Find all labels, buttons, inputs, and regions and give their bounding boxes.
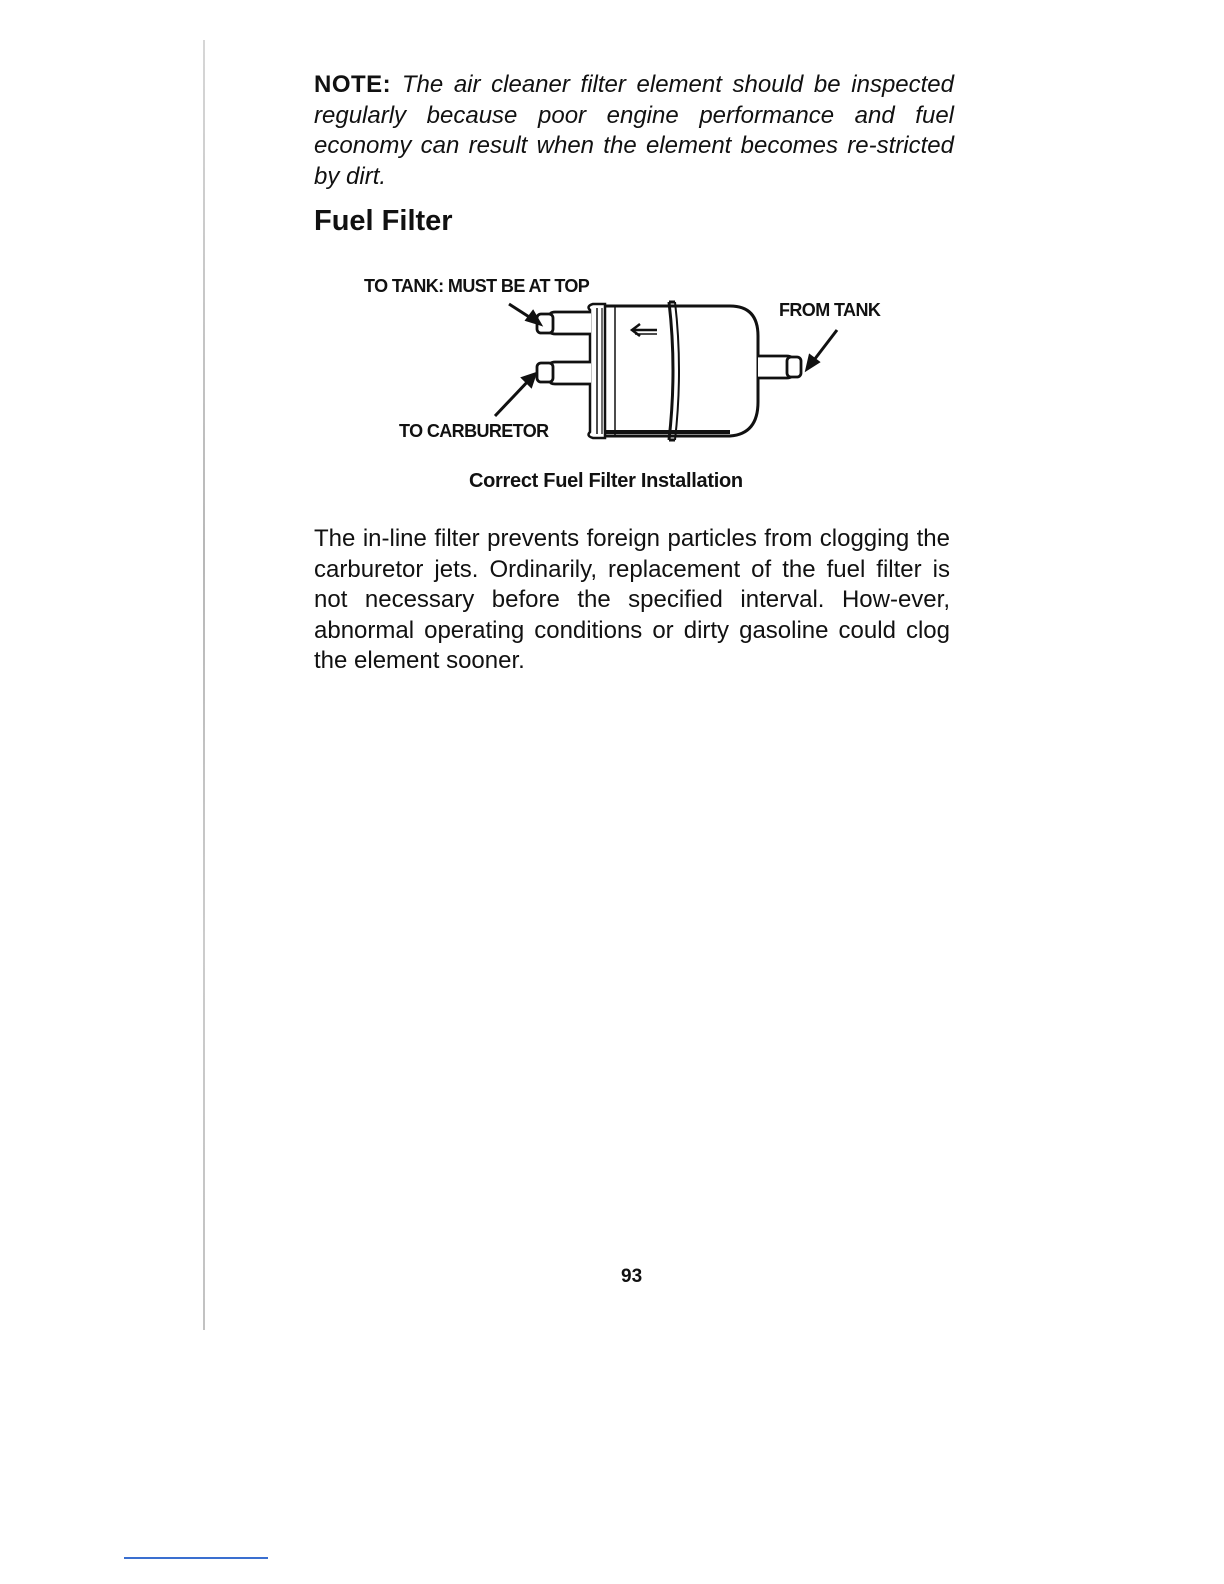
label-from-tank: FROM TANK (779, 300, 881, 320)
top-nipple (537, 312, 591, 334)
figure-caption: Correct Fuel Filter Installation (469, 470, 743, 492)
section-title: Fuel Filter (314, 205, 453, 237)
label-to-tank: TO TANK: MUST BE AT TOP (364, 276, 590, 296)
filter-body (589, 302, 758, 440)
label-to-carburetor: TO CARBURETOR (399, 421, 549, 441)
note-paragraph (314, 70, 954, 192)
page-number: 93 (621, 1266, 643, 1287)
scan-margin-line (203, 40, 205, 1330)
bottom-rule (124, 1557, 268, 1559)
right-nipple (758, 356, 801, 378)
body-paragraph: The in-line filter prevents foreign particles from clogging the carburetor jets. Ordinarily, replacement of the fuel filter is not necessary before the specified interval. How-ever, abnormal operating conditions or dirty gasoline could clog the element sooner. (314, 525, 950, 674)
note-text: The air cleaner filter element should be inspected regularly because poor engine performance and fuel economy can result when the element becomes re-stricted by dirt. (314, 71, 955, 190)
fuel-filter-figure (355, 272, 915, 450)
note-label: NOTE: (314, 71, 392, 98)
bottom-nipple (537, 362, 591, 384)
